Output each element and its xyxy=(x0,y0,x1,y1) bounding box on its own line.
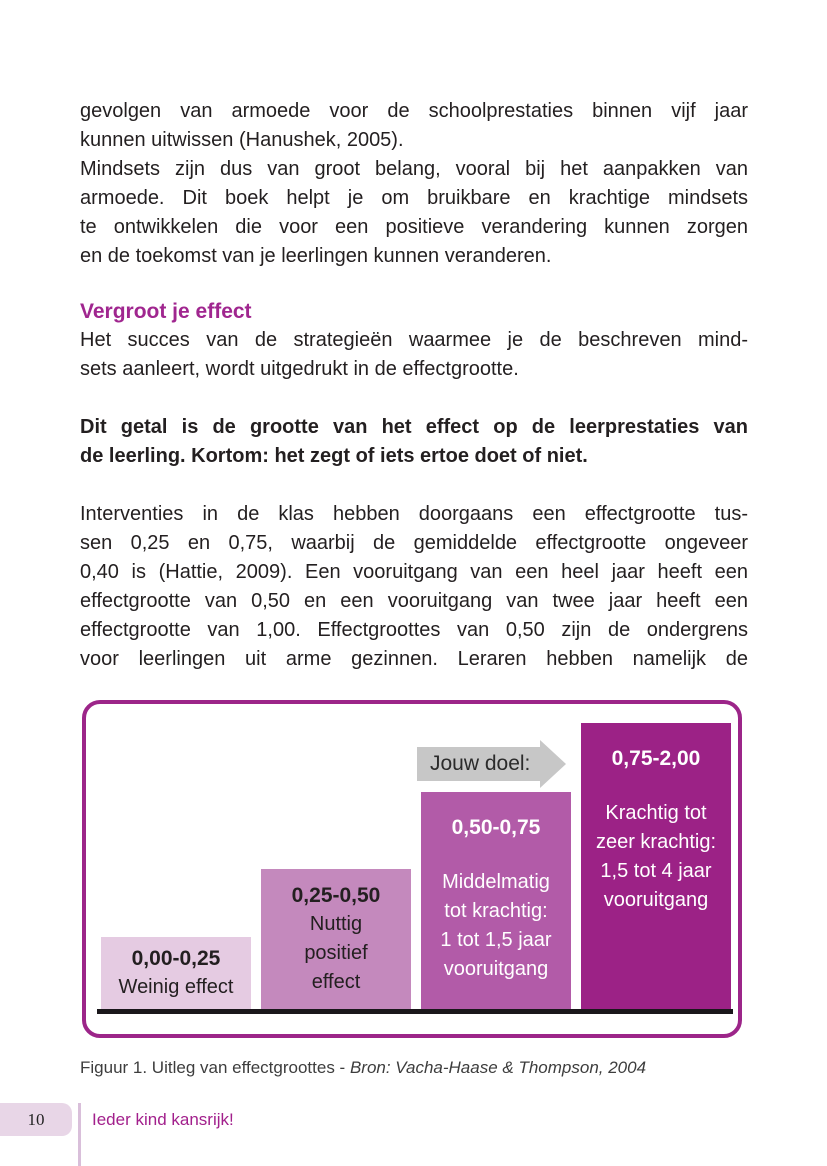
footer-divider xyxy=(78,1103,81,1166)
paragraph-interventies xyxy=(80,500,748,674)
effect-bars xyxy=(101,723,731,1009)
chart-baseline xyxy=(97,1009,733,1014)
text-line: tot krachtig: xyxy=(444,900,548,922)
bar-range-label: 0,50-0,75 xyxy=(451,816,541,839)
bar-range-label: 0,25-0,50 xyxy=(291,883,381,907)
text-line: Het succes van de strategieën waarmee je de beschreven mind- xyxy=(80,329,748,351)
text-line: kunnen uitwissen (Hanushek, 2005). xyxy=(80,129,404,151)
text-line: Mindsets zijn dus van groot belang, vooral bij het aanpakken van xyxy=(80,158,748,180)
bar-description xyxy=(119,973,234,1002)
page-number: 10 xyxy=(27,1109,45,1129)
text-line: 1,5 tot 4 jaar xyxy=(600,860,712,882)
text-line: vooruitgang xyxy=(443,958,549,980)
section-heading-vergroot-je-effect: Vergroot je effect xyxy=(80,300,252,323)
text-line: 0,40 is (Hattie, 2009). Een vooruitgang van een heel jaar heeft een xyxy=(80,561,748,583)
text-line: sen 0,25 en 0,75, waarbij de gemiddelde effectgrootte ongeveer xyxy=(80,532,748,554)
text-line: zeer krachtig: xyxy=(595,831,717,853)
text-line: positief xyxy=(304,941,368,964)
effect-bar xyxy=(421,792,571,1009)
text-line: Krachtig tot xyxy=(605,802,707,824)
text-line: 1 tot 1,5 jaar xyxy=(440,929,552,951)
bar-range-label: 0,00-0,25 xyxy=(131,946,221,970)
text-line: armoede. Dit boek helpt je om bruikbare en krachtige mindsets xyxy=(80,187,748,209)
paragraph-succes xyxy=(80,326,748,384)
text-line: te ontwikkelen die voor een positieve verandering kunnen zorgen xyxy=(80,216,748,238)
paragraph-armoede xyxy=(80,97,748,155)
caption-text: Figuur 1. Uitleg van effectgroottes - xyxy=(80,1058,350,1077)
text-line: effect xyxy=(311,970,361,993)
figure-effectgroottes xyxy=(82,700,742,1038)
text-line: effectgrootte van 0,50 en een vooruitgang van twee jaar heeft een xyxy=(80,590,748,612)
text-line: Nuttig xyxy=(309,912,363,935)
text-line: vooruitgang xyxy=(603,889,709,911)
page-content xyxy=(80,97,748,1038)
bar-description xyxy=(596,799,716,915)
text-line: Dit getal is de grootte van het effect op de leerprestaties van xyxy=(80,416,748,438)
bar-description xyxy=(440,868,551,984)
caption-source: Bron: Vacha-Haase & Thompson, 2004 xyxy=(349,1058,647,1077)
bar-range-label: 0,75-2,00 xyxy=(611,747,701,770)
text-line: de leerling. Kortom: het zegt of iets ertoe doet of niet. xyxy=(80,445,588,467)
text-line: effectgrootte van 1,00. Effectgroottes van 0,50 zijn de ondergrens xyxy=(80,619,748,641)
text-line: gevolgen van armoede voor de schoolprestaties binnen vijf jaar xyxy=(80,100,748,122)
text-line: Interventies in de klas hebben doorgaans een effectgrootte tus- xyxy=(80,503,748,525)
goal-label: Jouw doel: xyxy=(430,752,531,775)
text-line: voor leerlingen uit arme gezinnen. Leraren hebben namelijk de xyxy=(80,648,748,670)
paragraph-mindsets xyxy=(80,155,748,271)
effect-bar xyxy=(581,723,731,1009)
text-line: en de toekomst van je leerlingen kunnen veranderen. xyxy=(80,245,552,267)
text-line: Weinig effect xyxy=(118,975,234,998)
page-number-tab xyxy=(0,1103,72,1136)
footer-book-title: Ieder kind kansrijk! xyxy=(92,1110,234,1129)
figure-caption xyxy=(80,1058,646,1078)
effect-bar xyxy=(261,869,411,1009)
text-line: Middelmatig xyxy=(442,871,550,893)
bar-description xyxy=(304,910,367,997)
paragraph-dit-getal xyxy=(80,413,748,471)
effect-bar xyxy=(101,937,251,1009)
text-line: sets aanleert, wordt uitgedrukt in de effectgrootte. xyxy=(80,358,519,380)
